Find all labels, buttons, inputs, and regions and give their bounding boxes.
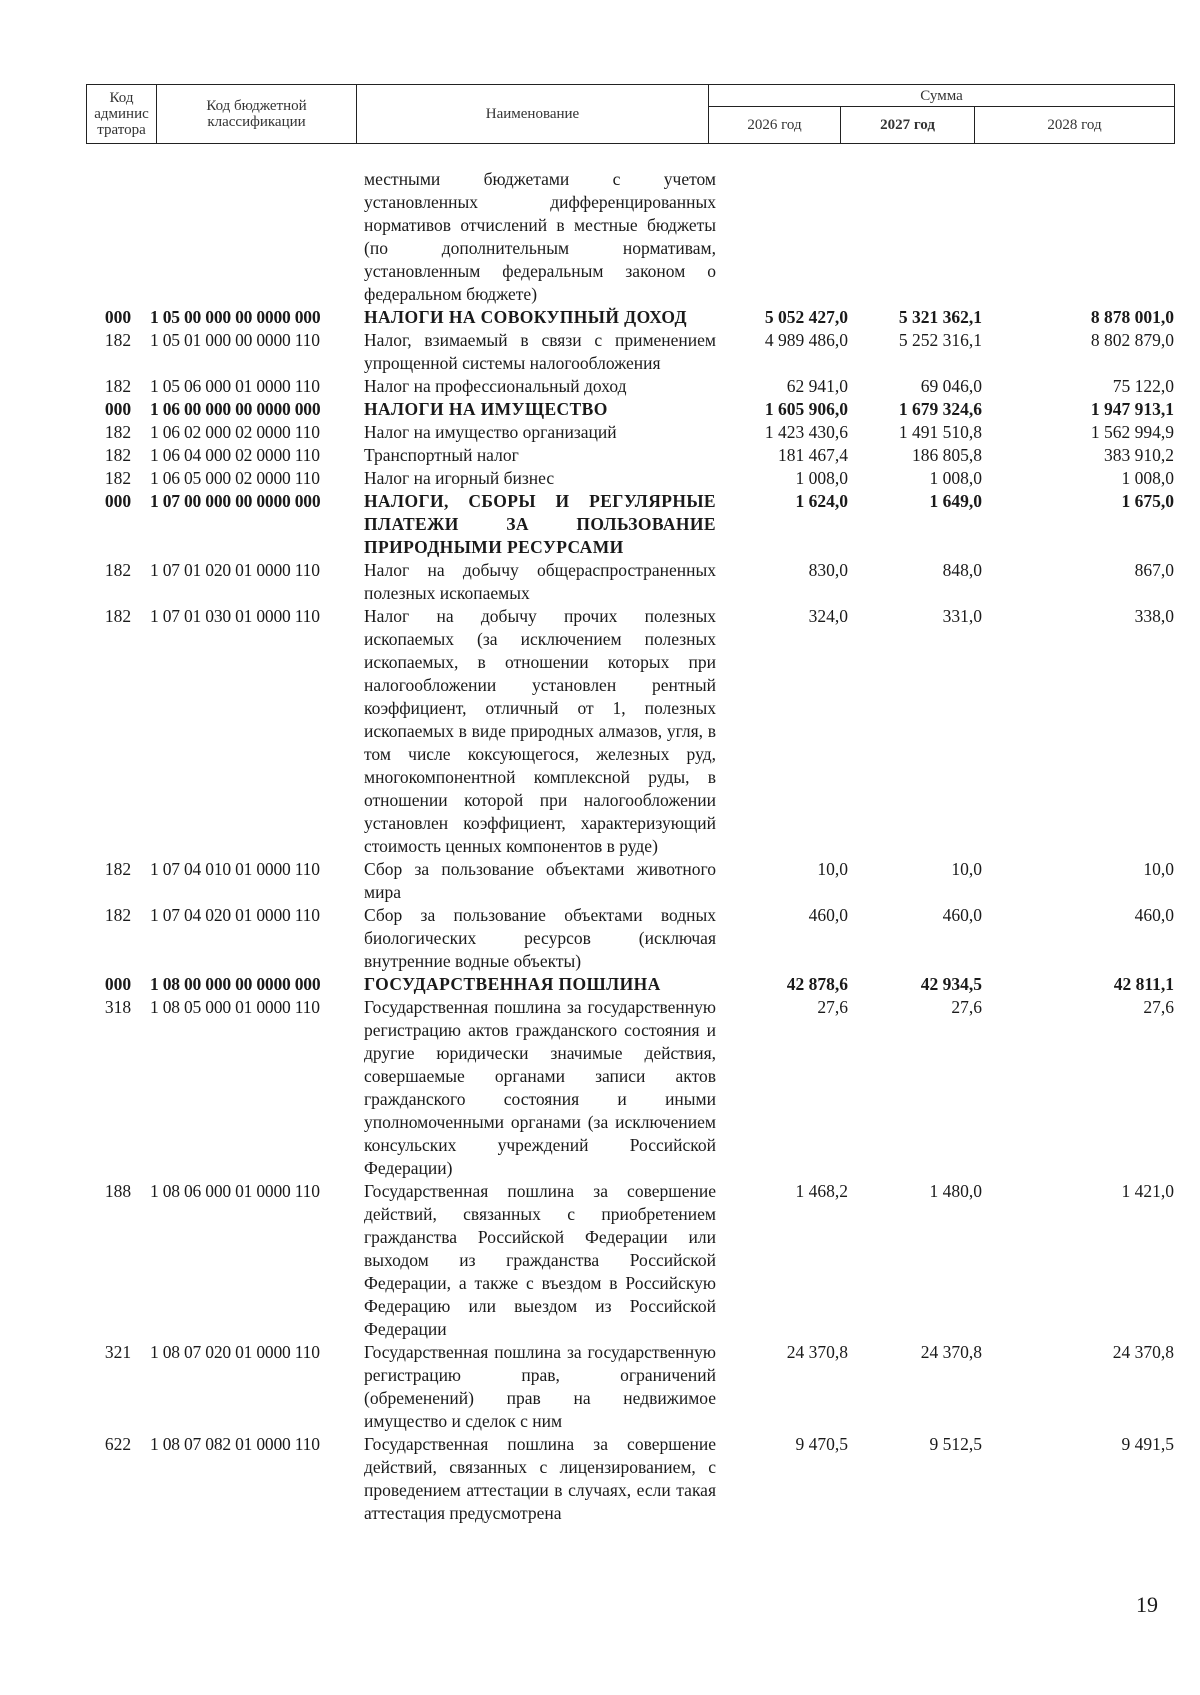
amount-2028: 10,0 xyxy=(1143,859,1174,879)
admin-code: 182 xyxy=(104,422,132,442)
amount-2027: 24 370,8 xyxy=(920,1342,982,1362)
row-name: местными бюджетами с учетом установленных дифференцированных нормативов отчислений в местные бюджеты (по дополнительным нормативам, установленным федеральным законом о федеральном бюджете) xyxy=(364,169,716,304)
admin-code: 000 xyxy=(104,399,132,419)
amount-2026: 1 423 430,6 xyxy=(764,422,848,442)
amount-2026: 1 605 906,0 xyxy=(764,399,848,419)
amount-2026: 1 468,2 xyxy=(795,1181,848,1201)
table-row xyxy=(86,444,1174,467)
budget-code: 1 07 00 000 00 0000 000 xyxy=(150,491,321,511)
admin-code: 182 xyxy=(104,905,132,925)
amount-2028: 9 491,5 xyxy=(1121,1434,1174,1454)
amount-2027: 1 008,0 xyxy=(929,468,982,488)
table-row xyxy=(86,490,1174,559)
budget-code: 1 05 01 000 00 0000 110 xyxy=(150,330,320,350)
row-name: Налог на добычу общераспространенных полезных ископаемых xyxy=(364,560,716,603)
amount-2028: 1 947 913,1 xyxy=(1090,399,1174,419)
admin-code: 182 xyxy=(104,560,132,580)
admin-code: 182 xyxy=(104,330,132,350)
amount-2027: 42 934,5 xyxy=(920,974,982,994)
table-row xyxy=(86,467,1174,490)
amount-2027: 331,0 xyxy=(942,606,982,626)
amount-2026: 62 941,0 xyxy=(786,376,848,396)
amount-2027: 27,6 xyxy=(951,997,982,1017)
amount-2026: 324,0 xyxy=(808,606,848,626)
budget-code: 1 06 02 000 02 0000 110 xyxy=(150,422,320,442)
amount-2028: 75 122,0 xyxy=(1112,376,1174,396)
row-name: Сбор за пользование объектами водных биологических ресурсов (исключая внутренние водные объекты) xyxy=(364,905,716,971)
amount-2028: 24 370,8 xyxy=(1112,1342,1174,1362)
budget-code: 1 07 01 020 01 0000 110 xyxy=(150,560,320,580)
admin-code: 182 xyxy=(104,376,132,396)
amount-2027: 1 480,0 xyxy=(929,1181,982,1201)
page-number: 19 xyxy=(1136,1592,1158,1617)
admin-code: 000 xyxy=(104,974,132,994)
row-name: Налог на профессиональный доход xyxy=(364,376,627,396)
amount-2026: 1 624,0 xyxy=(795,491,848,511)
row-name: ГОСУДАРСТВЕННАЯ ПОШЛИНА xyxy=(364,974,661,994)
budget-code: 1 08 00 000 00 0000 000 xyxy=(150,974,321,994)
admin-code: 000 xyxy=(104,307,132,327)
revenue-table xyxy=(86,168,1174,1525)
table-row xyxy=(86,421,1174,444)
budget-code: 1 05 06 000 01 0000 110 xyxy=(150,376,320,396)
admin-code: 318 xyxy=(104,997,132,1017)
budget-code: 1 06 00 000 00 0000 000 xyxy=(150,399,321,419)
table-row xyxy=(86,1341,1174,1433)
header-name: Наименование xyxy=(357,85,709,144)
amount-2027: 9 512,5 xyxy=(929,1434,982,1454)
table-row xyxy=(86,1433,1174,1525)
amount-2026: 9 470,5 xyxy=(795,1434,848,1454)
table-row xyxy=(86,1180,1174,1341)
row-name: Сбор за пользование объектами животного мира xyxy=(364,859,716,902)
row-name: Налог на игорный бизнес xyxy=(364,468,555,488)
table-row xyxy=(86,168,1174,306)
table-header xyxy=(86,84,1175,144)
table-row xyxy=(86,904,1174,973)
amount-2026: 181 467,4 xyxy=(778,445,848,465)
row-name: Налог на добычу прочих полезных ископаемых (за исключением полезных ископаемых, в отношении которых при налогообложении установлен рентный коэффициент, отличный от 1, полезных ископаемых в виде природных алмазов, угля, в том числе коксующегося, железных руд, многокомпонентной комплексной руды, в отношении которой при налогообложении установлен коэффициент, характеризующий стоимость ценных компонентов в руде) xyxy=(364,606,716,856)
amount-2026: 27,6 xyxy=(817,997,848,1017)
amount-2028: 1 562 994,9 xyxy=(1090,422,1174,442)
table-row xyxy=(86,375,1174,398)
admin-code: 321 xyxy=(104,1342,132,1362)
budget-code: 1 05 00 000 00 0000 000 xyxy=(150,307,321,327)
row-name: Налог на имущество организаций xyxy=(364,422,617,442)
budget-code: 1 08 06 000 01 0000 110 xyxy=(150,1181,320,1201)
amount-2026: 4 989 486,0 xyxy=(764,330,848,350)
amount-2027: 5 252 316,1 xyxy=(898,330,982,350)
amount-2027: 186 805,8 xyxy=(912,445,982,465)
admin-code: 182 xyxy=(104,468,132,488)
admin-code: 622 xyxy=(104,1434,132,1454)
amount-2027: 1 679 324,6 xyxy=(898,399,982,419)
header-budget-code: Код бюджетной классификации xyxy=(157,85,357,144)
budget-code: 1 08 07 020 01 0000 110 xyxy=(150,1342,320,1362)
amount-2028: 8 878 001,0 xyxy=(1090,307,1174,327)
amount-2026: 10,0 xyxy=(817,859,848,879)
amount-2026: 42 878,6 xyxy=(786,974,848,994)
table-row xyxy=(86,973,1174,996)
header-year-2026: 2026 год xyxy=(709,107,841,144)
row-name: Государственная пошлина за государственную регистрацию актов гражданского состояния и другие юридически значимые действия, совершаемые органами записи актов гражданского состояния и иными уполномоченными органами (за исключением консульских учреждений Российской Федерации) xyxy=(364,997,716,1178)
admin-code: 182 xyxy=(104,445,132,465)
table-row xyxy=(86,605,1174,858)
table-row xyxy=(86,996,1174,1180)
amount-2028 xyxy=(982,168,1174,306)
budget-code: 1 08 05 000 01 0000 110 xyxy=(150,997,320,1017)
table-row xyxy=(86,306,1174,329)
amount-2028: 8 802 879,0 xyxy=(1090,330,1174,350)
table-row xyxy=(86,559,1174,605)
amount-2028: 1 675,0 xyxy=(1121,491,1174,511)
amount-2026: 1 008,0 xyxy=(795,468,848,488)
amount-2028: 383 910,2 xyxy=(1104,445,1174,465)
budget-code: 1 06 05 000 02 0000 110 xyxy=(150,468,320,488)
amount-2027: 69 046,0 xyxy=(920,376,982,396)
table-row xyxy=(86,858,1174,904)
amount-2027: 848,0 xyxy=(942,560,982,580)
header-year-2027: 2027 год xyxy=(841,107,975,144)
row-name: Государственная пошлина за государственную регистрацию прав, ограничений (обременений) прав на недвижимое имущество и сделок с ним xyxy=(364,1342,716,1431)
budget-code: 1 08 07 082 01 0000 110 xyxy=(150,1434,320,1454)
amount-2027: 1 491 510,8 xyxy=(898,422,982,442)
row-name: Государственная пошлина за совершение действий, связанных с приобретением гражданства Российской Федерации или выходом из гражданства Российской Федерации, а также с въездом в Российскую Федерацию или выездом из Российской Федерации xyxy=(364,1181,716,1339)
row-name: Государственная пошлина за совершение действий, связанных с лицензированием, с проведением аттестации в случаях, если такая аттестация предусмотрена xyxy=(364,1434,716,1523)
amount-2027 xyxy=(848,168,982,306)
budget-code: 1 06 04 000 02 0000 110 xyxy=(150,445,320,465)
header-admin-code: Код админис тратора xyxy=(87,85,157,144)
amount-2028: 42 811,1 xyxy=(1113,974,1174,994)
amount-2028: 1 008,0 xyxy=(1121,468,1174,488)
amount-2026: 24 370,8 xyxy=(786,1342,848,1362)
budget-code: 1 07 04 020 01 0000 110 xyxy=(150,905,320,925)
budget-code xyxy=(150,168,364,306)
row-name: НАЛОГИ, СБОРЫ И РЕГУЛЯРНЫЕ ПЛАТЕЖИ ЗА ПОЛЬЗОВАНИЕ ПРИРОДНЫМИ РЕСУРСАМИ xyxy=(364,491,716,557)
admin-code: 000 xyxy=(104,491,132,511)
amount-2026: 5 052 427,0 xyxy=(764,307,848,327)
row-name: НАЛОГИ НА ИМУЩЕСТВО xyxy=(364,399,608,419)
amount-2026 xyxy=(716,168,848,306)
amount-2026: 830,0 xyxy=(808,560,848,580)
amount-2027: 10,0 xyxy=(951,859,982,879)
admin-code: 188 xyxy=(104,1181,132,1201)
amount-2027: 5 321 362,1 xyxy=(898,307,982,327)
amount-2028: 867,0 xyxy=(1134,560,1174,580)
amount-2027: 460,0 xyxy=(942,905,982,925)
amount-2027: 1 649,0 xyxy=(929,491,982,511)
admin-code: 182 xyxy=(104,859,132,879)
row-name: Налог, взимаемый в связи с применением упрощенной системы налогообложения xyxy=(364,330,716,373)
budget-code: 1 07 01 030 01 0000 110 xyxy=(150,606,320,626)
amount-2028: 27,6 xyxy=(1143,997,1174,1017)
header-year-2028: 2028 год xyxy=(975,107,1175,144)
amount-2028: 460,0 xyxy=(1134,905,1174,925)
admin-code xyxy=(86,168,150,306)
row-name: НАЛОГИ НА СОВОКУПНЫЙ ДОХОД xyxy=(364,307,687,327)
header-sum: Сумма xyxy=(709,85,1175,107)
budget-code: 1 07 04 010 01 0000 110 xyxy=(150,859,320,879)
admin-code: 182 xyxy=(104,606,132,626)
row-name: Транспортный налог xyxy=(364,445,519,465)
amount-2028: 1 421,0 xyxy=(1121,1181,1174,1201)
amount-2028: 338,0 xyxy=(1134,606,1174,626)
table-row xyxy=(86,398,1174,421)
table-row xyxy=(86,329,1174,375)
amount-2026: 460,0 xyxy=(808,905,848,925)
